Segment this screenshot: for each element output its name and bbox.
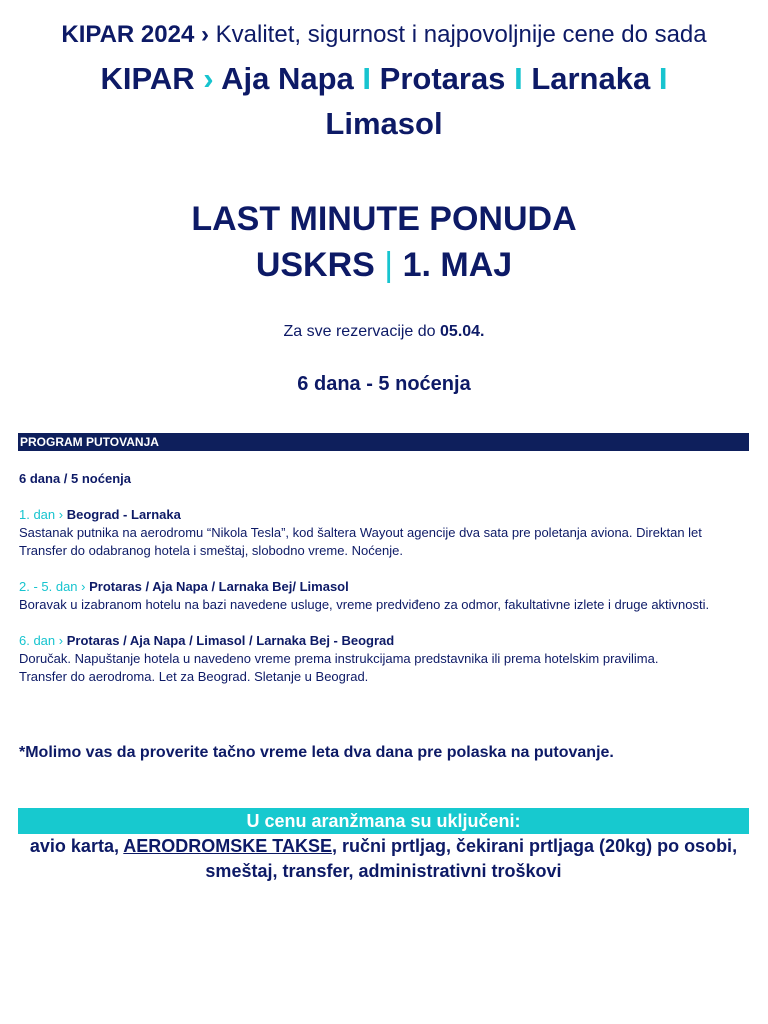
destination-limasol: Limasol	[325, 106, 443, 141]
day-1-label: 1. dan ›	[19, 507, 64, 522]
offer-easter: USKRS	[255, 246, 375, 284]
included-post: , ručni prtljag, čekirani prtljaga (20kg) po osobi, smeštaj, transfer, administrativni troškovi	[205, 836, 738, 881]
day-6-heading	[19, 632, 751, 650]
arrow-separator: ›	[203, 61, 214, 96]
divider: I	[362, 61, 372, 96]
day-6-line-2: Transfer do aerodroma. Let za Beograd. Sletanje u Beograd.	[19, 669, 369, 684]
included-pre: avio karta,	[29, 836, 124, 856]
destination-aja-napa: Aja Napa	[221, 61, 354, 96]
header-lead-bold: KIPAR 2024	[61, 21, 195, 48]
offer-title: LAST MINUTE PONUDA	[191, 200, 577, 238]
destinations-heading	[60, 56, 708, 146]
program-section-bar: PROGRAM PUTOVANJA	[18, 433, 749, 451]
offer-may-day: 1. MAJ	[402, 246, 513, 284]
header-lead-separator: ›	[200, 21, 209, 48]
day-2-5-heading	[19, 578, 751, 596]
day-1-line-1: Sastanak putnika na aerodromu “Nikola Tesla”, kod šaltera Wayout agencije dva sata pre poletanja aviona. Direktan let	[19, 525, 702, 540]
day-2-5-route: Protaras / Aja Napa / Larnaka Bej/ Limasol	[89, 579, 349, 594]
program-details	[19, 470, 751, 686]
day-6-label: 6. dan ›	[19, 633, 64, 648]
offer-divider: |	[384, 246, 394, 284]
day-1-line-2: Transfer do odabranog hotela i smeštaj, slobodno vreme. Noćenje.	[19, 543, 403, 558]
destination-larnaka: Larnaka	[531, 61, 651, 96]
day-1-route: Beograd - Larnaka	[66, 507, 181, 522]
offer-heading	[0, 196, 768, 288]
header-tagline	[0, 20, 768, 50]
day-6-line-1: Doručak. Napuštanje hotela u navedeno vreme prema instrukcijama predstavnika ili prema hotelskim pravilima.	[19, 651, 659, 666]
included-airport-taxes: AERODROMSKE TAKSE	[123, 836, 332, 856]
day-1-heading	[19, 506, 751, 524]
included-section-bar: U cenu aranžmana su uključeni:	[18, 808, 749, 834]
reservation-deadline	[0, 322, 768, 342]
offer-subtitle	[0, 242, 768, 288]
destination-protaras: Protaras	[379, 61, 506, 96]
day-6-route: Protaras / Aja Napa / Limasol / Larnaka Bej - Beograd	[66, 633, 395, 648]
program-duration: 6 dana / 5 noćenja	[19, 471, 131, 486]
reservation-text: Za sve rezervacije do	[283, 323, 436, 340]
included-items	[18, 834, 749, 884]
header-lead-text: Kvalitet, sigurnost i najpovoljnije cene do sada	[215, 21, 707, 48]
divider: I	[658, 61, 668, 96]
flight-time-note: *Molimo vas da proverite tačno vreme leta dva dana pre polaska na putovanje.	[19, 744, 614, 761]
day-2-5-label: 2. - 5. dan ›	[19, 579, 86, 594]
country-name: KIPAR	[100, 61, 195, 96]
divider: I	[514, 61, 523, 96]
reservation-date: 05.04.	[440, 323, 485, 340]
duration-headline: 6 dana - 5 noćenja	[297, 373, 471, 395]
day-2-5-line-1: Boravak u izabranom hotelu na bazi navedene usluge, vreme predviđeno za odmor, fakultativne izlete i druge aktivnosti.	[19, 597, 710, 612]
